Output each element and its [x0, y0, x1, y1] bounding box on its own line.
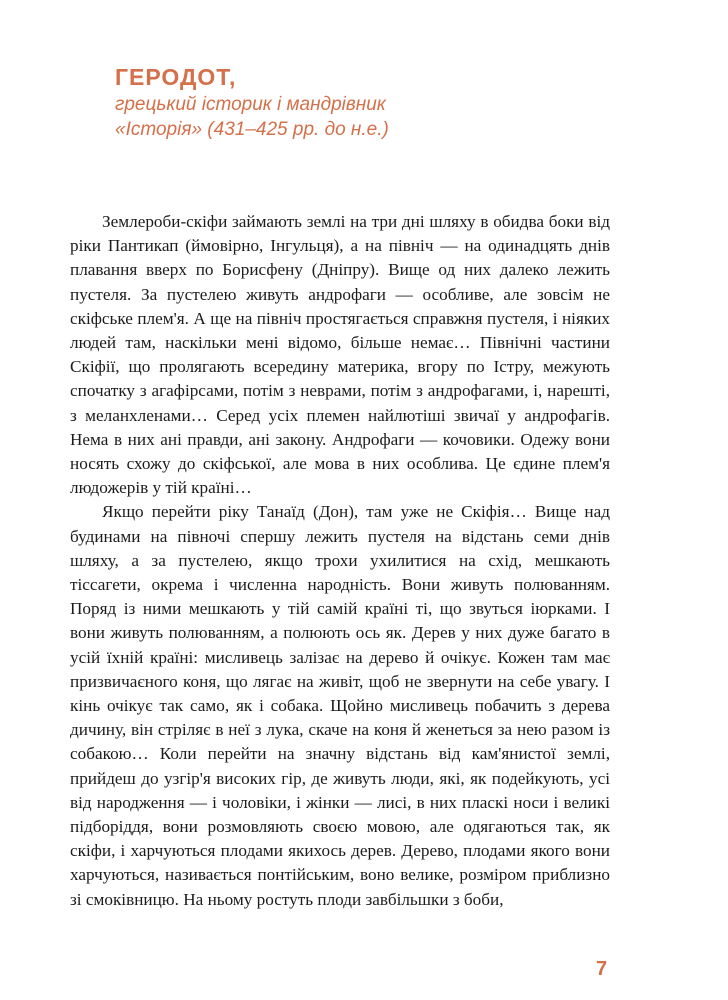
- author-name: ГЕРОДОТ,: [115, 64, 237, 90]
- page-number: 7: [596, 958, 608, 980]
- work-title: «Історія» (431–425 рр. до н.е.): [115, 119, 389, 140]
- paragraph-2: Якщо перейти ріку Танаїд (Дон), там уже не Скіфія… Вище над будинами на півночі спершу лежить пустеля на відстань семи днів шляху, а за пустелею, якщо трохи ухилитися на схід, мешкають тіссагети, окрема і численна народність. Вони живуть полюванням. Поряд із ними мешкають у тій самій країні ті, що звуться іюрками. І вони живуть полюванням, а полюють ось як. Дерев у них дуже багато в усій їхній країні: мисливець залізає на дерево й очікує. Кожен там має призвичаєного коня, що лягає на живіт, щоб не звернути на себе увагу. І кінь очікує так само, як і собака. Щойно мисливець побачить з дерева дичину, він стріляє в неї з лука, скаче на коня й женеться за нею разом із собакою… Коли перейти на значну відстань від кам'янистої землі, прийдеш до узгір'я високих гір, де живуть люди, які, як подейкують, усі від народження — і чоловіки, і жінки — лисі, в них пласкі носи і великі підборіддя, вони розмовляють своєю мовою, але одягаються так, як скіфи, і харчуються плодами якихось дерев. Дерево, плодами якого вони харчуються, називається понтійським, воно велике, розміром приблизно зі смоківницю. На ньому ростуть плоди завбільшки з боби,: [70, 502, 610, 909]
- paragraph-1: Землероби-скіфи займають землі на три дні шляху в обидва боки від ріки Пантикап (ймовірно, Інгульця), а на північ — на одинадцять днів плавання вверх по Борисфену (Дніпру). Вище од них далеко лежить пустеля. За пустелею живуть андрофаги — особливе, але зовсім не скіфське плем'я. А ще на північ простягається справжня пустеля, і ніяких людей там, наскільки мені відомо, більше немає… Північні частини Скіфії, що пролягають всередину материка, вгору по Істру, межують спочатку з агафірсами, потім з неврами, потім з андрофагами, і, нарешті, з меланхленами… Серед усіх племен найлютіші звичаї у андрофагів. Нема в них ані правди, ані закону. Андрофаги — кочовики. Одежу вони носять схожу до скіфської, але мова в них особлива. Це єдине плем'я людожерів у тій країні…: [70, 212, 610, 498]
- author-description: грецький історик і мандрівник: [115, 94, 386, 115]
- source-header: [115, 62, 675, 142]
- quote-body: [70, 210, 610, 912]
